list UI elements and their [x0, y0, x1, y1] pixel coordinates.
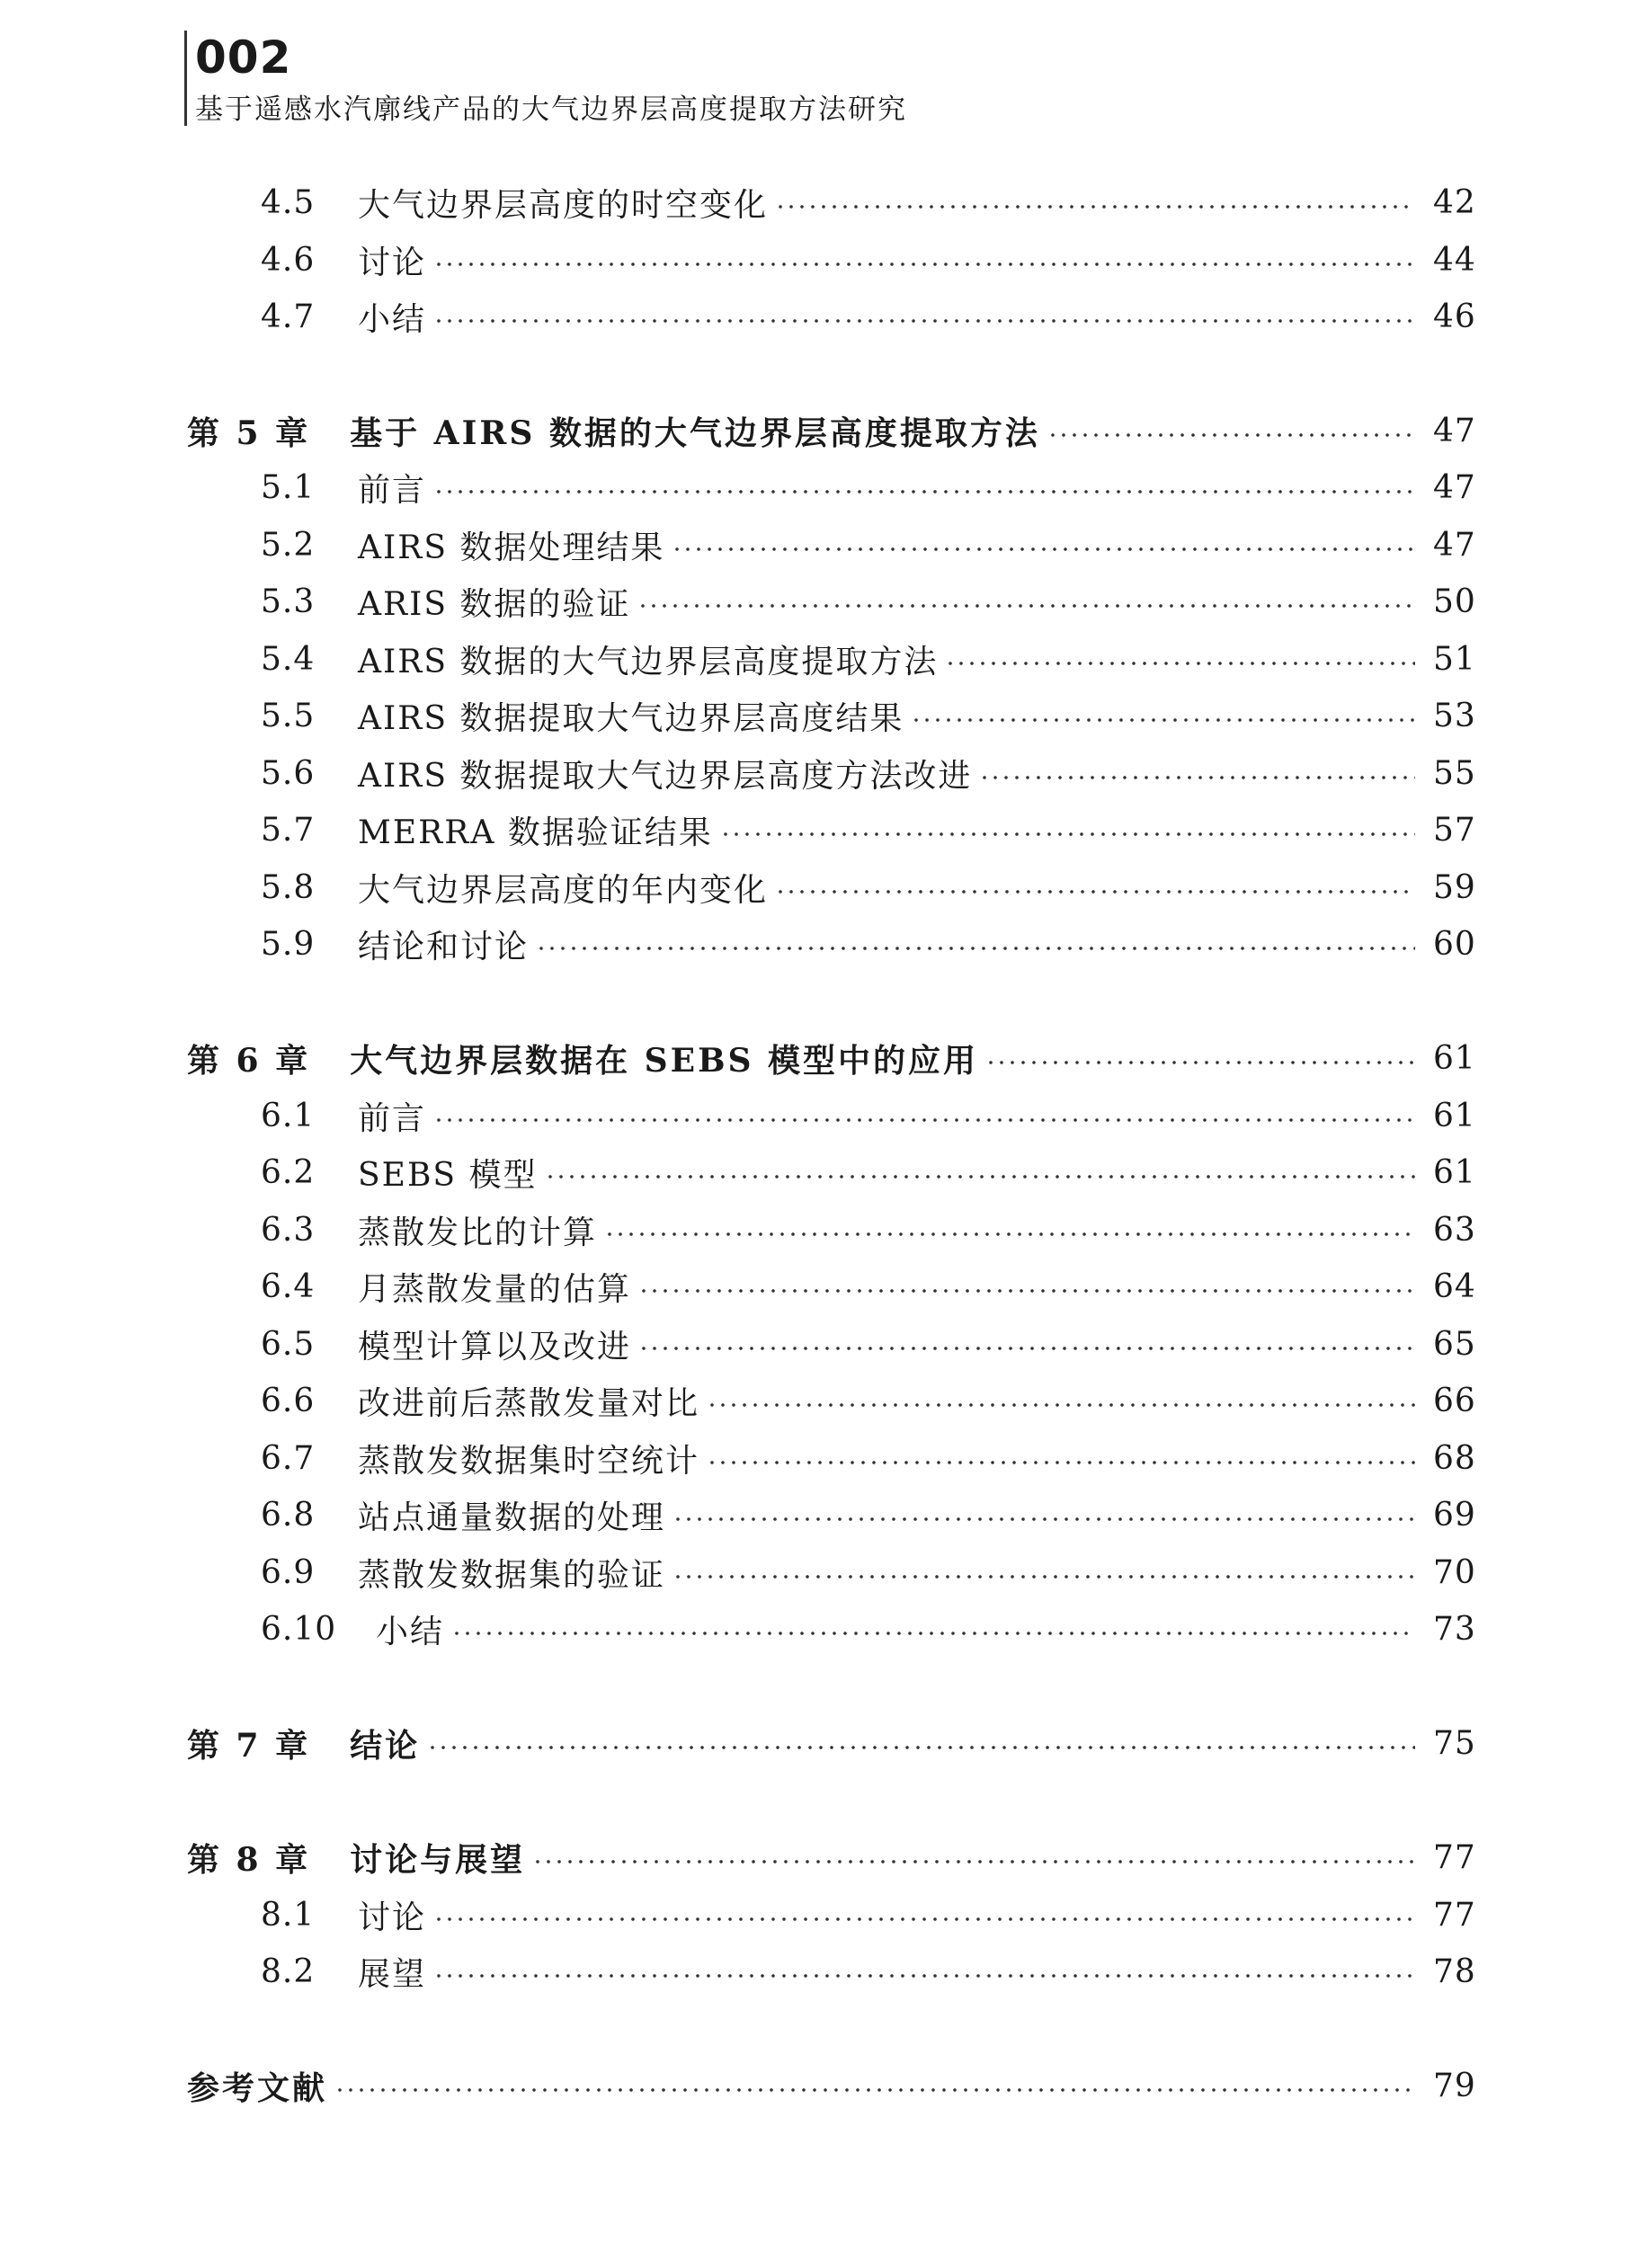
chapter-number: 第 5 章 [187, 414, 311, 452]
page-ref: 47 [1433, 412, 1476, 449]
toc-section-4-7[interactable] [261, 294, 1476, 339]
dot-leader [707, 1461, 1415, 1464]
page-ref: 68 [1433, 1439, 1476, 1477]
toc-references[interactable] [187, 2063, 1476, 2108]
toc-section-5-7[interactable] [261, 807, 1476, 852]
toc-section-5-8[interactable] [261, 865, 1476, 910]
page-ref: 42 [1433, 183, 1476, 221]
section-title: 改进前后蒸散发量对比 [358, 1384, 700, 1422]
section-number: 5.1 [261, 468, 316, 506]
dot-leader [433, 1118, 1415, 1122]
chapter-number: 第 8 章 [187, 1840, 311, 1879]
toc-section-6-1[interactable] [261, 1093, 1476, 1138]
section-number: 6.4 [261, 1267, 316, 1305]
references-title: 参考文献 [187, 2068, 328, 2107]
toc-chapter-8[interactable] [187, 1835, 1476, 1880]
dot-leader [637, 604, 1415, 608]
section-title: 前言 [358, 1099, 427, 1137]
toc-section-4-5[interactable] [261, 180, 1476, 225]
section-title: 大气边界层高度的时空变化 [358, 186, 769, 224]
section-title: 蒸散发数据集时空统计 [358, 1442, 700, 1480]
section-title: 讨论 [358, 244, 427, 281]
dot-leader [451, 1632, 1415, 1635]
dot-leader [775, 890, 1415, 894]
section-number: 5.9 [261, 925, 316, 963]
book-title: 基于遥感水汽廓线产品的大气边界层高度提取方法研究 [195, 93, 907, 126]
section-number: 5.8 [261, 868, 316, 906]
toc-section-5-5[interactable] [261, 693, 1476, 738]
page-ref: 46 [1433, 298, 1476, 335]
section-number: 4.6 [261, 241, 316, 279]
section-title: 大气边界层高度的年内变化 [358, 871, 769, 909]
dot-leader [427, 1746, 1415, 1749]
toc-section-8-2[interactable] [261, 1949, 1476, 1994]
page-ref: 47 [1433, 526, 1476, 564]
section-number: 5.7 [261, 811, 316, 849]
toc-chapter-6[interactable] [187, 1036, 1476, 1081]
dot-leader [720, 832, 1415, 836]
page-ref: 59 [1433, 868, 1476, 906]
toc-section-6-8[interactable] [261, 1492, 1476, 1537]
page-ref: 70 [1433, 1553, 1476, 1591]
section-number: 6.7 [261, 1439, 316, 1477]
section-title: MERRA 数据验证结果 [358, 814, 713, 851]
page-ref: 78 [1433, 1952, 1476, 1990]
section-title: AIRS 数据的大气边界层高度提取方法 [358, 643, 939, 680]
section-title: AIRS 数据提取大气边界层高度方法改进 [358, 757, 973, 795]
page-ref: 73 [1433, 1610, 1476, 1648]
toc-section-5-3[interactable] [261, 579, 1476, 624]
toc-section-6-5[interactable] [261, 1321, 1476, 1366]
section-number: 6.6 [261, 1382, 316, 1419]
page-ref: 66 [1433, 1382, 1476, 1419]
dot-leader [433, 262, 1415, 266]
dot-leader [433, 490, 1415, 494]
page-ref: 61 [1433, 1039, 1476, 1077]
page-number: 002 [195, 31, 292, 84]
section-title: 蒸散发数据集的验证 [358, 1556, 666, 1594]
chapter-title: 讨论与展望 [350, 1840, 526, 1879]
section-number: 6.1 [261, 1097, 316, 1134]
section-number: 4.7 [261, 298, 316, 335]
section-title: 讨论 [358, 1899, 427, 1936]
dot-leader [673, 1575, 1415, 1579]
page-ref: 61 [1433, 1097, 1476, 1134]
section-title: 前言 [358, 471, 427, 509]
chapter-number: 第 7 章 [187, 1726, 311, 1765]
toc-section-6-7[interactable] [261, 1436, 1476, 1481]
toc-section-5-9[interactable] [261, 921, 1476, 966]
section-title: AIRS 数据处理结果 [358, 529, 665, 566]
section-title: 月蒸散发量的估算 [358, 1270, 632, 1308]
page-ref: 77 [1433, 1838, 1476, 1876]
dot-leader [707, 1403, 1415, 1407]
page-ref: 57 [1433, 811, 1476, 849]
toc-section-5-6[interactable] [261, 751, 1476, 796]
dot-leader [545, 1175, 1415, 1178]
dot-leader [433, 1917, 1415, 1921]
dot-leader [672, 547, 1415, 551]
toc-section-6-10[interactable] [261, 1606, 1476, 1651]
section-title: 小结 [376, 1613, 445, 1650]
section-title: 结论和讨论 [358, 928, 530, 965]
page-ref: 69 [1433, 1496, 1476, 1534]
toc-section-8-1[interactable] [261, 1892, 1476, 1937]
section-title: AIRS 数据提取大气边界层高度结果 [358, 699, 904, 737]
toc-section-5-1[interactable] [261, 465, 1476, 510]
section-title: ARIS 数据的验证 [358, 585, 631, 623]
section-number: 5.2 [261, 526, 316, 564]
dot-leader [638, 1347, 1415, 1350]
section-number: 8.2 [261, 1952, 316, 1990]
toc-chapter-5[interactable] [187, 408, 1476, 453]
page-ref: 51 [1433, 640, 1476, 678]
section-number: 6.2 [261, 1153, 316, 1191]
toc-section-6-2[interactable] [261, 1150, 1476, 1195]
dot-leader [1047, 433, 1415, 437]
dot-leader [433, 319, 1415, 323]
page-ref: 61 [1433, 1153, 1476, 1191]
toc-section-6-6[interactable] [261, 1378, 1476, 1423]
section-number: 5.3 [261, 583, 316, 620]
page-ref: 50 [1433, 583, 1476, 620]
section-number: 4.5 [261, 183, 316, 221]
dot-leader [638, 1289, 1415, 1293]
chapter-number: 第 6 章 [187, 1041, 311, 1080]
toc-section-4-6[interactable] [261, 237, 1476, 282]
chapter-title: 基于 AIRS 数据的大气边界层高度提取方法 [350, 414, 1040, 452]
section-title: 模型计算以及改进 [358, 1328, 632, 1365]
chapter-title: 结论 [350, 1726, 421, 1765]
dot-leader [775, 205, 1415, 209]
toc-section-6-3[interactable] [261, 1207, 1476, 1252]
section-number: 6.10 [261, 1610, 337, 1648]
section-number: 5.6 [261, 754, 316, 792]
section-title: 展望 [358, 1955, 427, 1993]
dot-leader [985, 1061, 1415, 1064]
page-ref: 75 [1433, 1724, 1476, 1762]
section-number: 8.1 [261, 1896, 316, 1934]
toc-section-6-4[interactable] [261, 1264, 1476, 1309]
page-ref: 53 [1433, 697, 1476, 734]
page-ref: 47 [1433, 468, 1476, 506]
toc-chapter-7[interactable] [187, 1721, 1476, 1765]
dot-leader [979, 776, 1415, 779]
page-ref: 79 [1433, 2067, 1476, 2104]
page-ref: 44 [1433, 241, 1476, 279]
dot-leader [604, 1232, 1415, 1236]
chapter-title: 大气边界层数据在 SEBS 模型中的应用 [350, 1041, 979, 1080]
section-number: 5.4 [261, 640, 316, 678]
toc-section-5-2[interactable] [261, 522, 1476, 567]
section-number: 6.9 [261, 1553, 316, 1591]
page-ref: 63 [1433, 1211, 1476, 1249]
page-ref: 55 [1433, 754, 1476, 792]
dot-leader [433, 1974, 1415, 1978]
page-ref: 60 [1433, 925, 1476, 963]
dot-leader [334, 2088, 1415, 2092]
page-ref: 77 [1433, 1896, 1476, 1934]
page-ref: 64 [1433, 1267, 1476, 1305]
toc-section-5-4[interactable] [261, 636, 1476, 681]
dot-leader [536, 947, 1415, 950]
dot-leader [532, 1860, 1415, 1863]
dot-leader [673, 1517, 1415, 1521]
section-number: 5.5 [261, 697, 316, 734]
section-number: 6.3 [261, 1211, 316, 1249]
section-number: 6.5 [261, 1325, 316, 1363]
section-title: 站点通量数据的处理 [358, 1499, 666, 1536]
page-ref: 65 [1433, 1325, 1476, 1363]
dot-leader [945, 662, 1415, 665]
section-title: 小结 [358, 300, 427, 338]
toc-section-6-9[interactable] [261, 1550, 1476, 1595]
section-title: SEBS 模型 [358, 1156, 538, 1194]
section-title: 蒸散发比的计算 [358, 1214, 598, 1251]
section-number: 6.8 [261, 1496, 316, 1534]
dot-leader [911, 718, 1415, 722]
